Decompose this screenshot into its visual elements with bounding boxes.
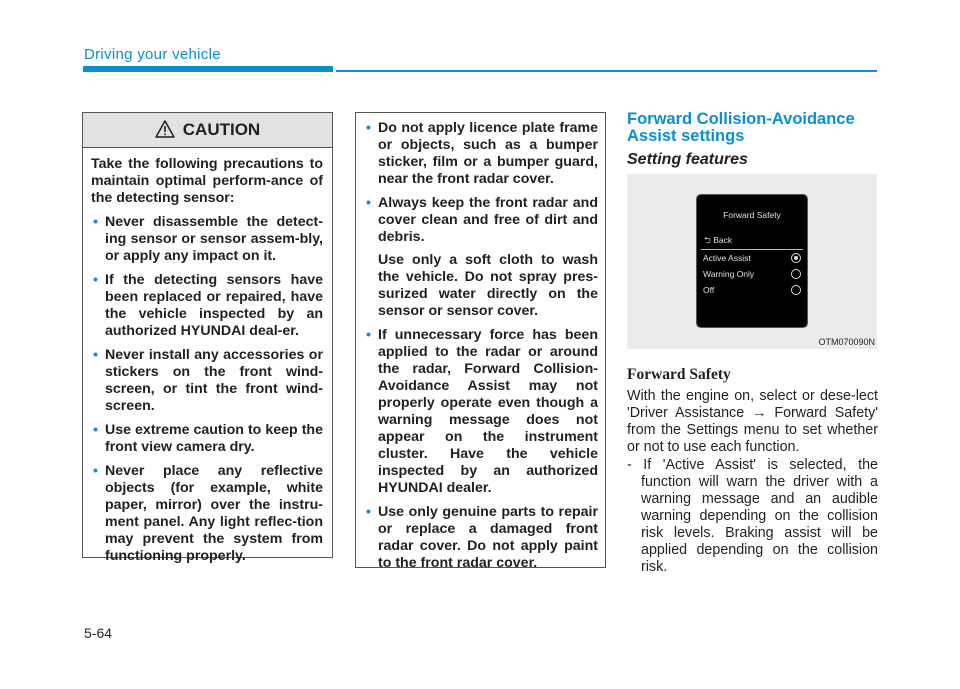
back-label: Back <box>713 235 733 245</box>
list-item: • If unnecessary force has been applied to the radar or around the radar, Forward Collision-Avoidance Assist may not properly operate even though a warning message does not appear on the instrument cluster. Have the vehicle inspected by an authorized HYUNDAI dealer. <box>366 327 598 496</box>
option-row <box>703 269 801 279</box>
bullet-icon: • <box>93 272 98 288</box>
settings-figure <box>627 174 877 349</box>
list-item: • Never disassemble the detect-ing sensor or sensor assem-bly, or apply any impact on it. <box>93 214 323 264</box>
list-item: • Never install any accessories or stickers on the front wind-screen, or tint the front wind-screen. <box>93 347 323 414</box>
section-header-title: Driving your vehicle <box>84 46 221 63</box>
header-rule-thin <box>336 70 877 72</box>
sub-paragraph: Use only a soft cloth to wash the vehicle. Do not spray pres-surized water directly on the sensor or sensor cover. <box>378 252 598 319</box>
caution-continued-box <box>355 112 606 571</box>
bullet-icon: • <box>366 504 371 520</box>
caution-list <box>91 214 323 565</box>
bullet-icon: • <box>366 327 371 343</box>
list-item: • If the detecting sensors have been replaced or repaired, have the vehicle inspected by an authorized HYUNDAI deal-er. <box>93 272 323 339</box>
bullet-icon: • <box>93 463 98 479</box>
back-button <box>704 235 732 249</box>
warning-triangle-icon <box>155 120 175 143</box>
list-item: • Use only genuine parts to repair or replace a damaged front radar cover. Do not apply paint to the front radar cover. <box>366 504 598 571</box>
bullet-icon: • <box>366 195 371 211</box>
caution-header <box>83 113 332 148</box>
bullet-icon: • <box>366 120 371 136</box>
option-label: Active Assist <box>703 253 751 263</box>
option-label: Off <box>703 285 715 295</box>
screen-divider <box>701 249 803 250</box>
figure-caption: OTM070090N <box>818 337 875 347</box>
section-title: Forward Collision-Avoidance Assist settings <box>627 110 855 145</box>
caution-continued-list <box>364 120 598 572</box>
body-paragraph-detail: - If 'Active Assist' is selected, the function will warn the driver with a warning message and an audible warning depending on the collision risk levels. Braking assist will be applied depending on the collision risk. <box>627 457 878 575</box>
page-number: 5-64 <box>84 625 113 641</box>
body-paragraph: With the engine on, select or dese-lect 'Driver Assistance → Forward Safety' from the Settings menu to set whether or not to use each function. <box>627 388 878 455</box>
bullet-icon: • <box>93 422 98 438</box>
section-subtitle: Setting features <box>627 151 748 168</box>
radio-selected-icon <box>791 253 801 263</box>
list-item: • Do not apply licence plate frame or objects, such as a bumper sticker, film or a bumper guard, near the front radar cover. <box>366 120 598 187</box>
caution-intro: Take the following precautions to maintain optimal perform-ance of the detecting sensor: <box>91 156 323 206</box>
option-row <box>703 253 801 263</box>
item-heading: Forward Safety <box>627 366 731 383</box>
screen-title: Forward Safety <box>723 210 781 220</box>
radio-icon <box>791 285 801 295</box>
bullet-icon: • <box>93 347 98 363</box>
radio-icon <box>791 269 801 279</box>
bullet-icon: • <box>93 214 98 230</box>
option-label: Warning Only <box>703 269 755 279</box>
caution-box <box>82 112 333 564</box>
list-item: • Use extreme caution to keep the front view camera dry. <box>93 422 323 455</box>
caution-heading: CAUTION <box>182 120 261 139</box>
list-item: • Always keep the front radar and cover clean and free of dirt and debris. Use only a soft cloth to wash the vehicle. Do not spray pres-surized water directly on the sensor or sensor cover. <box>366 195 598 319</box>
header-rule-thick <box>83 66 333 72</box>
list-item: • Never place any reflective objects (for example, white paper, mirror) over the instru-ment panel. Any light reflec-tion may prevent the system from functioning properly. <box>93 463 323 564</box>
back-arrow-icon: ⮌ <box>704 235 711 245</box>
option-row <box>703 285 801 295</box>
cluster-screen <box>696 194 808 328</box>
